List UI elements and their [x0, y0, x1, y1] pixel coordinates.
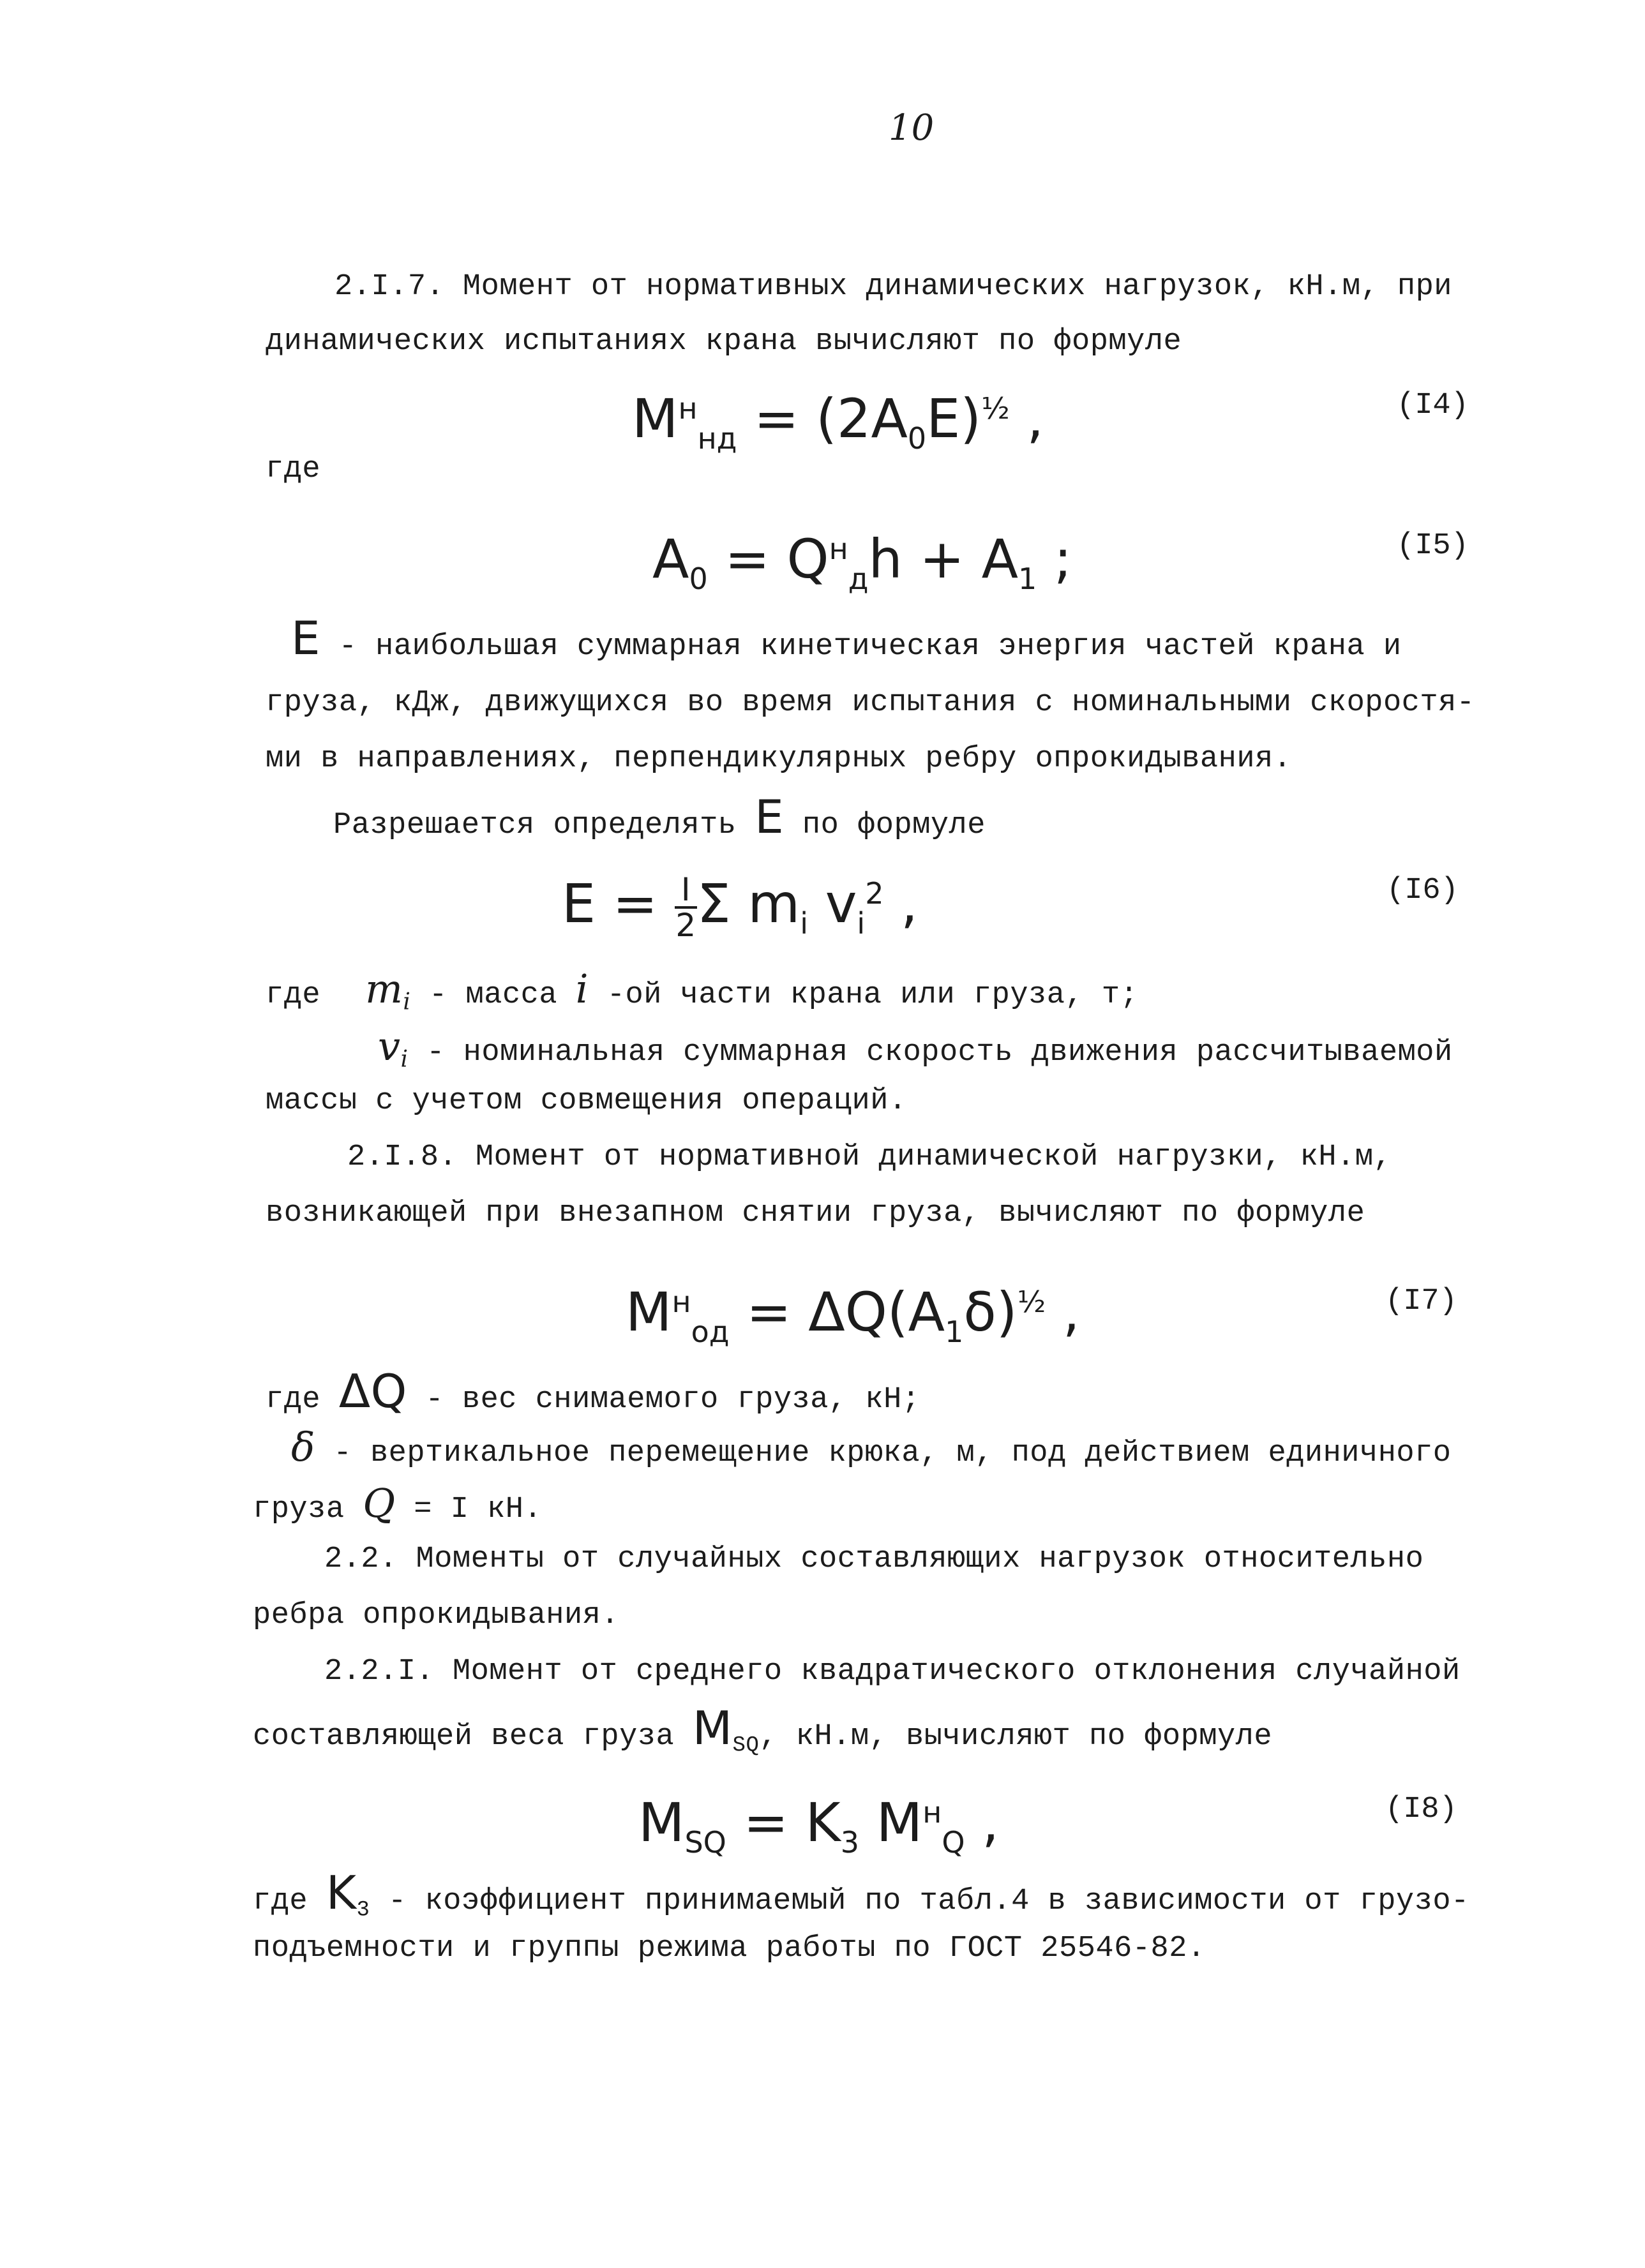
i-symbol: i — [575, 966, 589, 1012]
q-symbol: Q — [363, 1480, 396, 1526]
formula-14: $M^н_{нд} = (2A_0E)^{\frac{1}{2}}$ , — [632, 387, 1044, 456]
delta-q-definition-line: где ΔQ - вес снимаемого груза, кН; — [266, 1364, 920, 1418]
equation-number-15: (I5) — [1397, 529, 1469, 563]
page-number: 10 — [889, 107, 935, 149]
e-symbol-2: E — [755, 790, 785, 844]
formula-18: $M_{SQ} = K_3$ $M^н_Q$ , — [638, 1791, 999, 1860]
delta-definition-line1: δ - вертикальное перемещение крюка, м, под действием единичного — [291, 1424, 1452, 1470]
formula-15: $A_0 = Q^н_дh + A_1$ ; — [652, 528, 1072, 596]
equation-number-18: (I8) — [1385, 1793, 1457, 1826]
velocity-definition-line1: $v_i$ - номинальная суммарная скорость движения рассчитываемой — [378, 1023, 1453, 1073]
e-definition-line3: ми в направлениях, перпендикулярных ребру опрокидывания. — [266, 742, 1292, 776]
section-2-2-1-line2: составляющей веса груза $M_{SQ}$, кН.м, вычисляют по формуле — [253, 1701, 1273, 1758]
section-2-1-7-line1: 2.I.7. Момент от нормативных динамических нагрузок, кН.м, при — [334, 270, 1452, 304]
e-definition-line1: E - наибольшая суммарная кинетическая энергия частей крана и — [291, 611, 1402, 665]
k3-symbol: K — [326, 1866, 357, 1920]
formula-17: $M^н_{од} = \Delta Q(A_1\delta)^{\frac{1}{2}}$ , — [626, 1281, 1080, 1349]
delta-definition-line2: груза Q = I кН. — [253, 1480, 543, 1526]
e-definition-line2: груза, кДж, движущихся во время испытания с номинальными скоростя- — [266, 686, 1475, 720]
formula-16: E = $\frac{I}{2}$ Σ $m_i$ $v_i^2$ , — [562, 871, 918, 944]
k3-definition-line2: подъемности и группы режима работы по ГОСТ 25546-82. — [253, 1932, 1206, 1966]
m-i-symbol: m — [365, 966, 403, 1012]
m-sq-symbol: M — [692, 1701, 733, 1755]
section-2-1-7-line2: динамических испытаниях крана вычисляют по формуле — [266, 325, 1182, 359]
equation-number-16: (I6) — [1386, 874, 1459, 907]
mass-definition-line: где $m_i$ - масса i -ой части крана или груза, т; — [266, 966, 1139, 1015]
section-2-2-line2: ребра опрокидывания. — [253, 1599, 620, 1632]
delta-q-symbol: ΔQ — [338, 1364, 407, 1418]
e-symbol: E — [291, 611, 320, 665]
section-2-1-8-line2: возникающей при внезапном снятии груза, вычисляют по формуле — [266, 1197, 1365, 1230]
k3-definition-line1: где $K_3$ - коэффициент принимаемый по табл.4 в зависимости от грузо- — [253, 1866, 1469, 1923]
section-2-2-line1: 2.2. Моменты от случайных составляющих нагрузок относительно — [324, 1542, 1424, 1576]
equation-number-14: (I4) — [1397, 389, 1469, 422]
equation-number-17: (I7) — [1385, 1285, 1457, 1318]
v-i-symbol: v — [378, 1023, 401, 1070]
section-2-2-1-line1: 2.2.I. Момент от среднего квадратического отклонения случайной — [324, 1655, 1461, 1689]
allowed-line: Разрешается определять E по формуле — [333, 790, 986, 844]
section-2-1-8-line1: 2.I.8. Момент от нормативной динамической нагрузки, кН.м, — [347, 1140, 1392, 1174]
where-label-1: где — [266, 452, 321, 486]
velocity-definition-line2: массы с учетом совмещения операций. — [266, 1084, 907, 1118]
delta-symbol: δ — [291, 1424, 315, 1470]
